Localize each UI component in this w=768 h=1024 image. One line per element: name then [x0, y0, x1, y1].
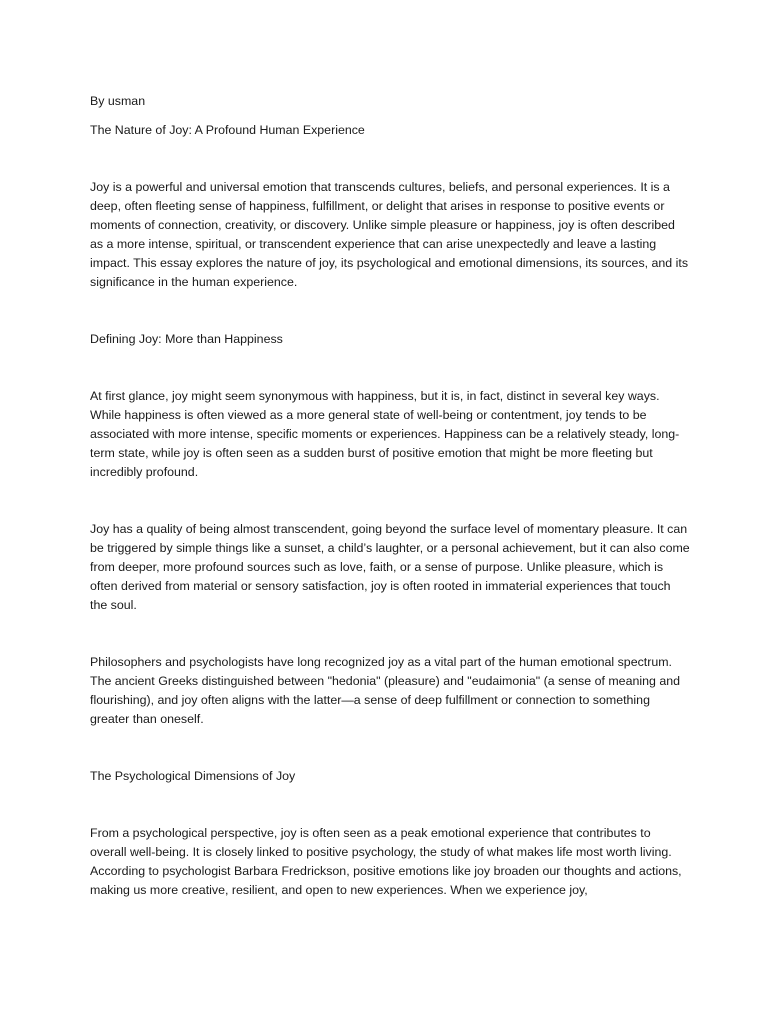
- intro-paragraph: Joy is a powerful and universal emotion that transcends cultures, beliefs, and personal experiences. It is a deep, often fleeting sense of happiness, fulfillment, or delight that arises in response to positive events or moments of connection, creativity, or discovery. Unlike simple pleasure or happiness, joy is often described as a more intense, spiritual, or transcendent experience that can arise unexpectedly and leave a lasting impact. This essay explores the nature of joy, its psychological and emotional dimensions, its sources, and its significance in the human experience.: [90, 180, 689, 289]
- paragraph-defining-2: Joy has a quality of being almost transcendent, going beyond the surface level of momentary pleasure. It can be triggered by simple things like a sunset, a child’s laughter, or a personal achievement, but it can also come from deeper, more profound sources such as love, faith, or a sense of purpose. Unlike pleasure, which is often derived from material or sensory satisfaction, joy is often rooted in immaterial experiences that touch the soul.: [90, 522, 690, 612]
- section-heading-psychological: The Psychological Dimensions of Joy: [90, 769, 296, 783]
- paragraph-defining-3: Philosophers and psychologists have long recognized joy as a vital part of the human emotional spectrum. The ancient Greeks distinguished between "hedonia" (pleasure) and "eudaimonia" (a sense of meaning and flourishing), and joy often aligns with the latter—a sense of deep fulfillment or connection to something greater than oneself.: [90, 655, 681, 726]
- document-title: The Nature of Joy: A Profound Human Experience: [90, 123, 365, 137]
- document-page: [90, 92, 690, 900]
- paragraph-defining-1: At first glance, joy might seem synonymous with happiness, but it is, in fact, distinct in several key ways. While happiness is often viewed as a more general state of well-being or contentment, joy tends to be associated with more intense, specific moments or experiences. Happiness can be a relatively steady, long-term state, while joy is often seen as a sudden burst of positive emotion that might be more fleeting but incredibly profound.: [90, 389, 680, 479]
- author-line: By usman: [90, 94, 146, 108]
- section-heading-defining-joy: Defining Joy: More than Happiness: [90, 332, 283, 346]
- paragraph-psychological-1: From a psychological perspective, joy is often seen as a peak emotional experience that contributes to overall well-being. It is closely linked to positive psychology, the study of what makes life most worth living. According to psychologist Barbara Fredrickson, positive emotions like joy broaden our thoughts and actions, making us more creative, resilient, and open to new experiences. When we experience joy,: [90, 826, 682, 897]
